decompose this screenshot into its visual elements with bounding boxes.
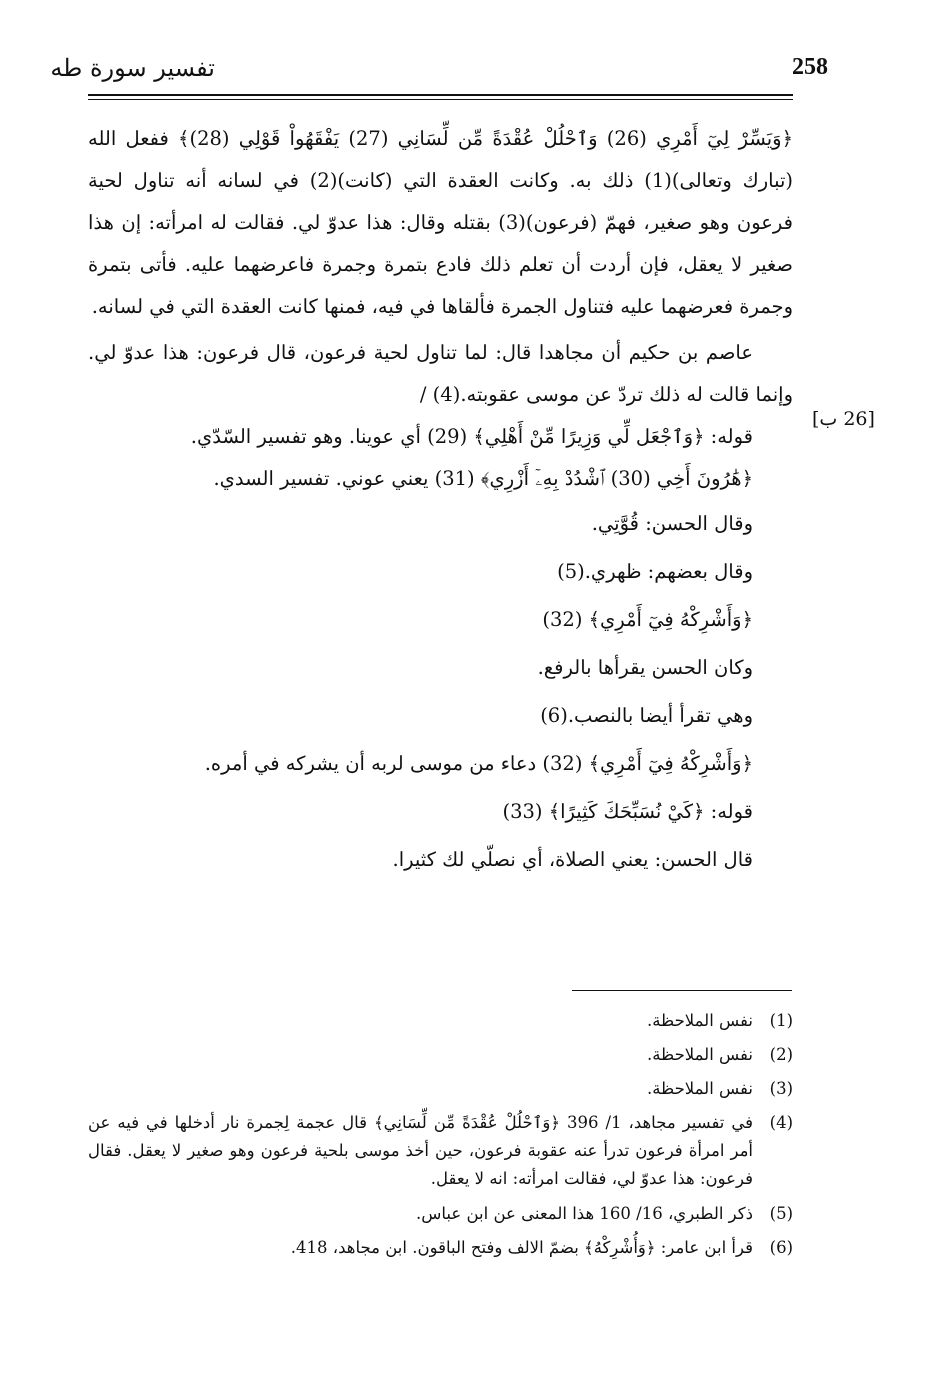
footnote-number: (4): [769, 1113, 793, 1132]
footnote: [88, 1197, 793, 1231]
manuscript-folio-marker: [26 ب]: [812, 408, 875, 430]
line-verses-30-31: ﴿هَٰرُونَ أَخِي (30) ٱشْدُدْ بِهِۦٓ أَزْرِي﴾ (31) يعني عوني. تفسير السدي.: [213, 467, 753, 490]
paragraph-verses-26-28: ﴿وَيَسِّرْ لِيٓ أَمْرِي (26) وَٱحْلُلْ عُقْدَةً مِّن لِّسَانِي (27) يَفْقَهُواْ قَوْلِي (28)﴾ ففعل الله (تبارك وتعالى)(1) ذلك به. وكانت العقدة التي (كانت)(2) في لسانه أنه تناول لحية فرعون وهو صغير، فهمّ (فرعون)(3) بقتله وقال: هذا عدوّ لي. فقالت له امرأته: إن هذا صغير لا يعقل، فإن أردت أن تعلم ذلك فادع بتمرة وجمرة فاعرضهما عليه. فأتى بتمرة وجمرة فعرضهما عليه فتناول الجمرة فألقاها في فيه، فمنها كانت العقدة التي في لسانه.: [88, 127, 794, 318]
footnote-text: في تفسير مجاهد، 1/ 396 ﴿وَٱحْلُلْ عُقْدَةً مِّن لِّسَانِي﴾ قال عجمة لِجمرة نار أدخلها في فيه عن أمر امرأة فرعون تدرأ عنه عقوبة فرعون، حين أخذ موسى بلحية فرعون وهو صغير لا يعقل. فقال فرعون: هذا عدوّ لي، فقالت امرأته: انه لا يعقل.: [88, 1113, 753, 1188]
line-verse-32-a: ﴿وَأَشْرِكْهُ فِيٓ أَمْرِي﴾ (32): [542, 608, 753, 631]
page-number: 258: [792, 54, 828, 80]
footnote: [88, 1231, 793, 1265]
footnote: [88, 1072, 793, 1106]
footnote-number: (3): [769, 1079, 793, 1098]
running-header-title: تفسير سورة طه: [50, 54, 215, 82]
footnote: [88, 1106, 793, 1193]
paragraph-asim-mujahid: عاصم بن حكيم أن مجاهدا قال: لما تناول لحية فرعون، قال فرعون: هذا عدوّ لي. وإنما قالت له ذلك تردّ عن موسى عقوبته.(4) /: [88, 341, 793, 406]
footnote-text: نفس الملاحظة.: [646, 1011, 753, 1030]
footnote-text: نفس الملاحظة.: [646, 1079, 753, 1098]
footnote-text: ذكر الطبري، 16/ 160 هذا المعنى عن ابن عباس.: [416, 1204, 753, 1223]
footnote: [88, 1038, 793, 1072]
footnote-text: نفس الملاحظة.: [646, 1045, 753, 1064]
line-baadhum-zahri: وقال بعضهم: ظهري.(5): [557, 560, 753, 583]
line-hasan-raf: وكان الحسن يقرأها بالرفع.: [537, 656, 753, 679]
footnote-number: (2): [769, 1045, 793, 1064]
footnote-text: قرأ ابن عامر: ﴿وَأُشْرِكْهُ﴾ بضمّ الالف وفتح الباقون. ابن مجاهد، 418.: [290, 1238, 753, 1257]
footnote: [88, 1004, 793, 1038]
main-text: [88, 118, 793, 884]
line-verse-29: قوله: ﴿وَٱجْعَل لِّي وَزِيرًا مِّنْ أَهْلِي﴾ (29) أي عوينا. وهو تفسير السّدّي.: [190, 425, 753, 448]
line-verse-33: قوله: ﴿كَيْ نُسَبِّحَكَ كَثِيرًا﴾ (33): [502, 800, 753, 823]
header-rule-thin: [88, 99, 793, 100]
header-rule-thick: [88, 94, 793, 96]
line-nasb: وهي تقرأ أيضا بالنصب.(6): [540, 704, 753, 727]
footnote-separator: [572, 990, 792, 991]
footnote-number: (1): [769, 1011, 793, 1030]
line-hasan-salah: قال الحسن: يعني الصلاة، أي نصلّي لك كثيرا.: [392, 848, 753, 871]
footnote-number: (5): [769, 1204, 793, 1223]
footnote-number: (6): [769, 1238, 793, 1257]
line-hasan-quwwati: وقال الحسن: قُوَّتِي.: [591, 512, 753, 535]
footnotes: [88, 1004, 793, 1265]
line-verse-32-b: ﴿وَأَشْرِكْهُ فِيٓ أَمْرِي﴾ (32) دعاء من موسى لربه أن يشركه في أمره.: [204, 752, 753, 775]
